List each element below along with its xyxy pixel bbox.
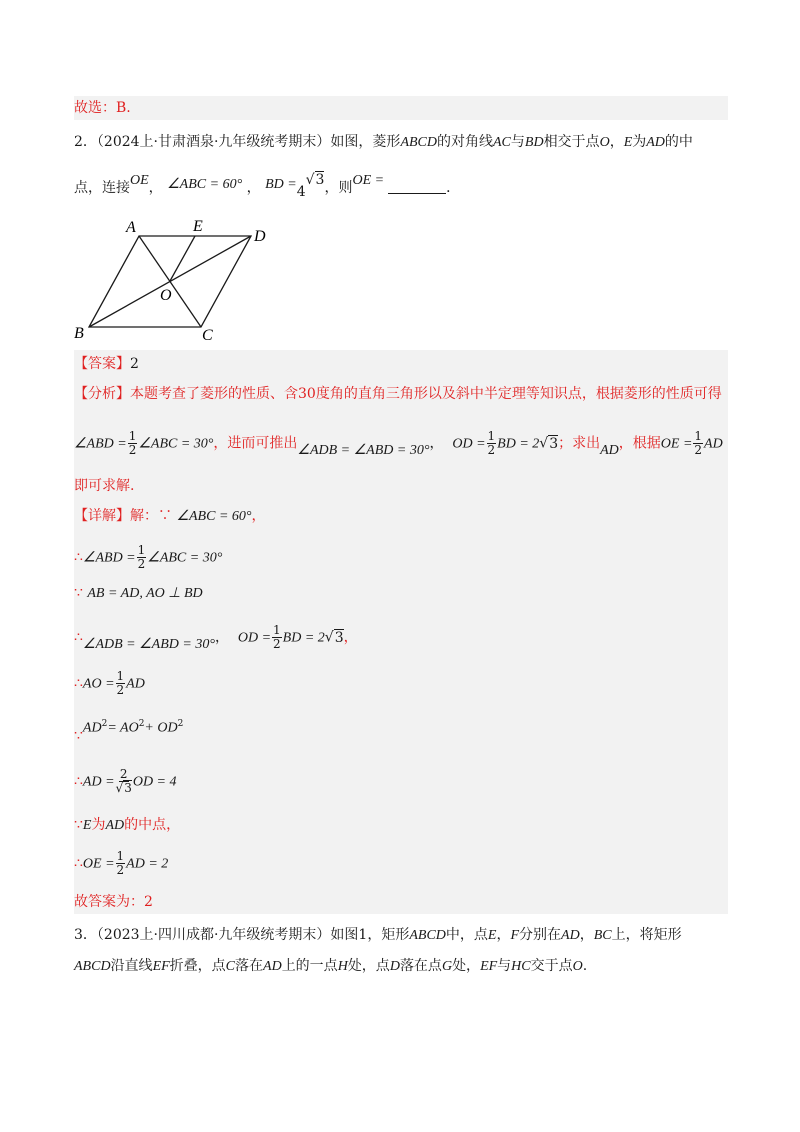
- analysis-line-3: 即可求解.: [74, 478, 135, 494]
- shade-choice: [74, 96, 728, 120]
- q3-line-1: 3．（2023上·四川成都·九年级统考期末）如图1，矩形ABCD中，点E，F分别在AD，BC上，将矩形: [74, 927, 682, 943]
- detail-line-6: $\because AD^2= AO^2+ OD^2$: [74, 719, 184, 744]
- answer-line: 【答案】2: [74, 356, 139, 372]
- label-a: A: [126, 219, 136, 236]
- detail-line-9: ∴OE = $\frac{1}{2}$ AD = 2: [74, 849, 169, 877]
- detail-line-5: ∴AO = $\frac{1}{2}$ AD: [74, 669, 145, 697]
- label-o: O: [160, 287, 172, 304]
- label-d: D: [254, 228, 266, 245]
- detail-line-2: ∴∠ABD = $\frac{1}{2}$ ∠ABC = 30°: [74, 543, 223, 571]
- q2-line-1: 2．（2024上·甘肃酒泉·九年级统考期末）如图，菱形ABCD的对角线AC与BD相交于点O，E为AD的中: [74, 134, 693, 150]
- label-e: E: [193, 218, 203, 235]
- q2-line-2: 点，连接OE， ∠ABC = 60° ， BD =4√3，则OE = ．: [74, 172, 461, 200]
- label-c: C: [202, 327, 213, 344]
- detail-line-8: ∵E为AD的中点，: [74, 817, 181, 833]
- detail-line-7: ∴AD = $\frac{2}{√3}$ OD = 4: [74, 767, 177, 795]
- detail-line-3: ∵ AB = AD, AO ⊥ BD: [74, 585, 203, 601]
- label-b: B: [74, 325, 84, 342]
- answer-blank: [388, 193, 446, 194]
- detail-line-4: ∴∠ADB = ∠ABD = 30°， OD = $\frac{1}{2}$ BD = 2√3，: [74, 623, 358, 652]
- choice-line: 故选：B.: [74, 100, 131, 116]
- q3-line-2: ABCD沿直线EF折叠，点C落在AD上的一点H处，点D落在点G处，EF与HC交于点O.: [74, 958, 588, 974]
- detail-final: 故答案为：2: [74, 894, 153, 910]
- detail-line-1: 【详解】解：∵ ∠ABC = 60°，: [74, 508, 266, 524]
- analysis-line-1: 【分析】本题考查了菱形的性质、含30度角的直角三角形以及斜中半定理等知识点，根据菱形的性质可得: [74, 386, 722, 402]
- rhombus-figure: [70, 216, 280, 346]
- analysis-line-2: ∠ABD = $\frac{1}{2}$ ∠ABC = 30°，进而可推出∠ADB = ∠ABD = 30°， OD = $\frac{1}{2}$ BD = 2√3；求出AD，根据OE = $\frac{1}{2}$ AD: [74, 429, 723, 458]
